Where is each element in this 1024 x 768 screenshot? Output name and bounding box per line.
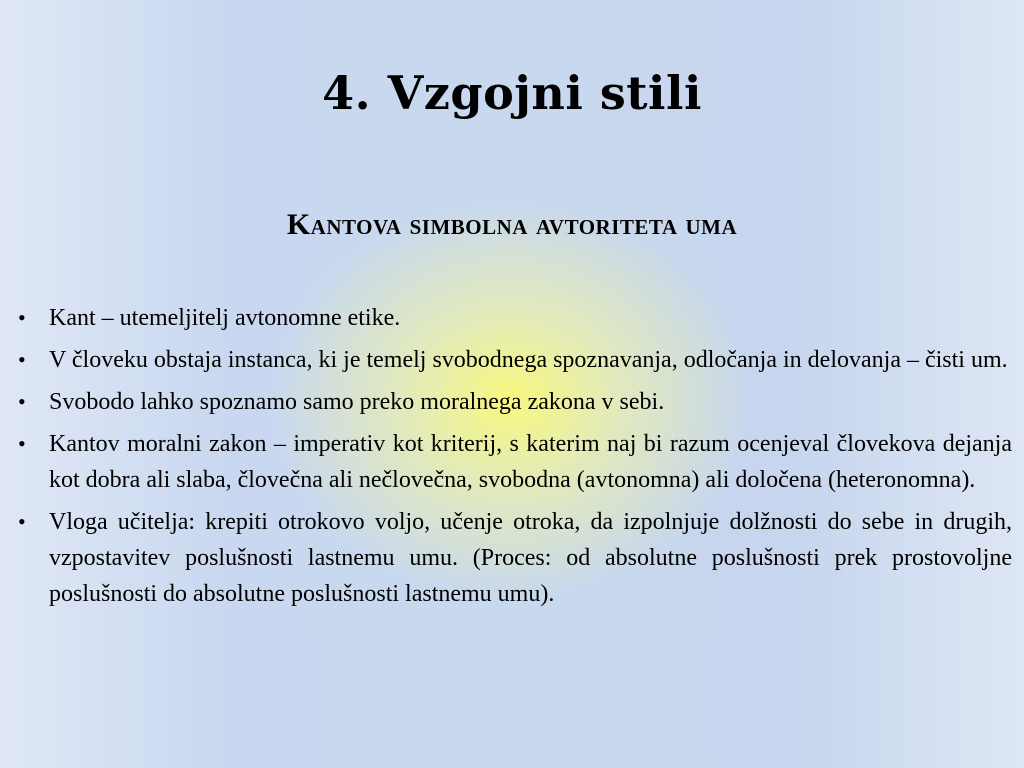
bullet-icon: • xyxy=(18,305,26,330)
bullet-text: V človeku obstaja instanca, ki je temelj svobodnega spoznavanja, odločanja in delovanja – čisti um. xyxy=(49,347,1008,373)
bullet-icon: • xyxy=(18,431,26,456)
slide-title: 4. Vzgojni stili xyxy=(322,66,702,120)
bullet-icon: • xyxy=(18,347,26,372)
bullet-text: Svobodo lahko spoznamo samo preko moralnega zakona v sebi. xyxy=(49,389,665,415)
bullet-text: Kant – utemeljitelj avtonomne etike. xyxy=(49,305,401,331)
bullet-item xyxy=(18,504,1012,612)
bullet-icon: • xyxy=(18,509,26,534)
bullet-item xyxy=(18,384,1012,420)
bullet-item xyxy=(18,342,1012,378)
slide-subtitle: Kantova simbolna avtoriteta uma xyxy=(286,208,738,241)
bullet-item xyxy=(18,300,1012,336)
bullet-text: Kantov moralni zakon – imperativ kot kriterij, s katerim naj bi razum ocenjeval človekova dejanja kot dobra ali slaba, človečna ali nečlovečna, svobodna (avtonomna) ali določena (heteronomna). xyxy=(49,431,1012,493)
bullet-item xyxy=(18,426,1012,498)
bullet-list xyxy=(18,300,1012,618)
bullet-text: Vloga učitelja: krepiti otrokovo voljo, učenje otroka, da izpolnjuje dolžnosti do sebe in drugih, vzpostavitev poslušnosti lastnemu umu. (Proces: od absolutne poslušnosti prek prostovoljne poslušnosti do absolutne poslušnosti lastnemu umu). xyxy=(49,509,1012,607)
bullet-icon: • xyxy=(18,389,26,414)
